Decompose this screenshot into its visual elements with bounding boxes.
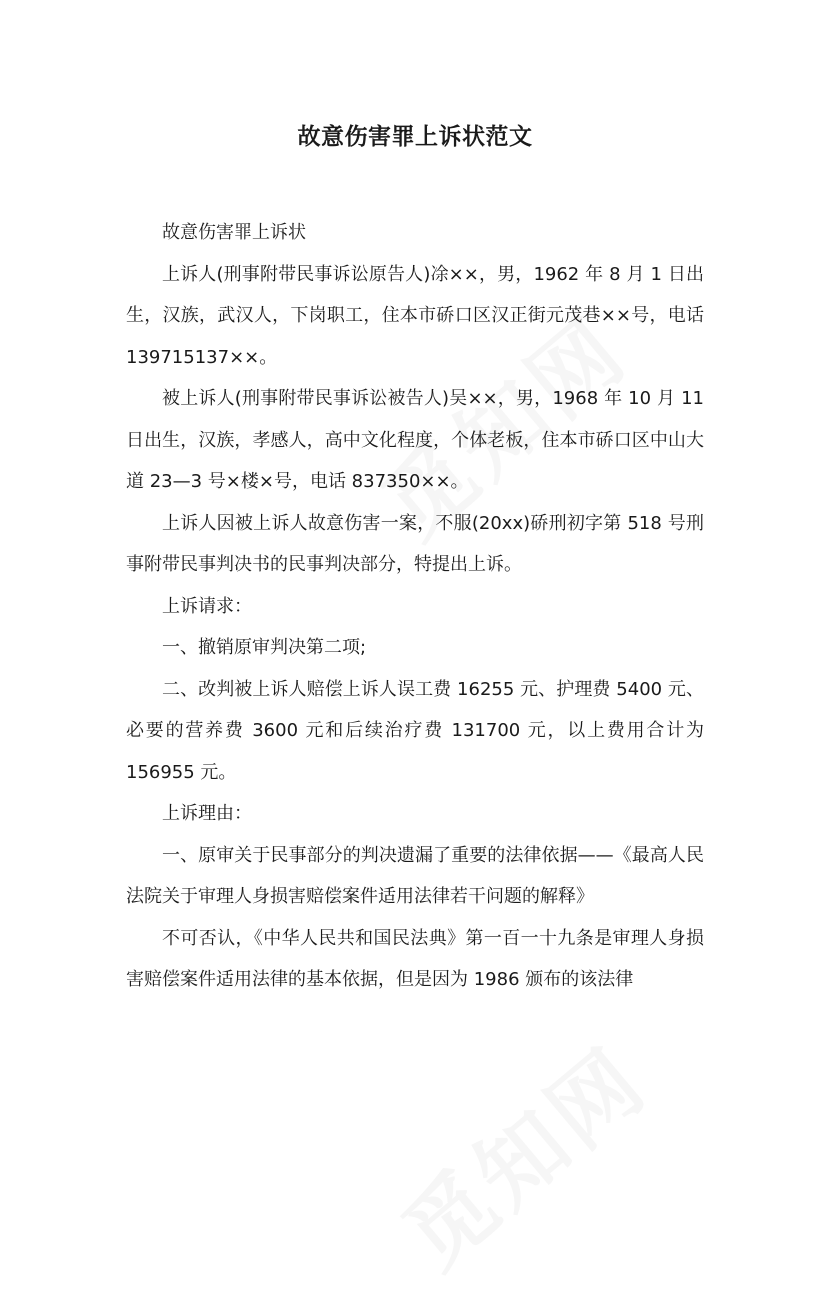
paragraph-appellee: 被上诉人(刑事附带民事诉讼被告人)吴××，男，1968 年 10 月 11 日出生，汉族，孝感人，高中文化程度，个体老板，住本市硚口区中山大道 23—3 号×楼×号，电话 837350××。 [126, 388, 704, 492]
paragraph-heading: 故意伤害罪上诉状 [162, 222, 306, 243]
watermark [372, 1014, 669, 1292]
section-appeal-request: 上诉请求： [162, 595, 252, 617]
section-appeal-grounds: 上诉理由： [162, 803, 252, 824]
paragraph-appellant: 上诉人(刑事附带民事诉讼原告人)凃××，男，1962 年 8 月 1 日出生，汉族，武汉人，下岗职工，住本市硚口区汉正街元茂巷××号，电话 139715137××。 [126, 263, 704, 368]
document-title: 故意伤害罪上诉状范文 [297, 124, 533, 150]
paragraph-appeal-reason: 上诉人因被上诉人故意伤害一案，不服(20xx)硚刑初字第 518 号刑事附带民事判决书的民事判决部分，特提出上诉。 [126, 512, 704, 575]
grounds-item-1: 一、原审关于民事部分的判决遗漏了重要的法律依据——《最高人民法院关于审理人身损害赔偿案件适用法律若干问题的解释》 [126, 844, 704, 907]
request-item-2: 二、改判被上诉人赔偿上诉人误工费 16255 元、护理费 5400 元、必要的营养费 3600 元和后续治疗费 131700 元，以上费用合计为 156955 元。 [126, 678, 704, 783]
document-body [126, 212, 704, 1001]
request-item-1: 一、撤销原审判决第二项; [162, 637, 367, 658]
paragraph-civil-code: 不可否认，《中华人民共和国民法典》第一百一十九条是审理人身损害赔偿案件适用法律的基本依据，但是因为 1986 颁布的该法律 [126, 927, 704, 990]
